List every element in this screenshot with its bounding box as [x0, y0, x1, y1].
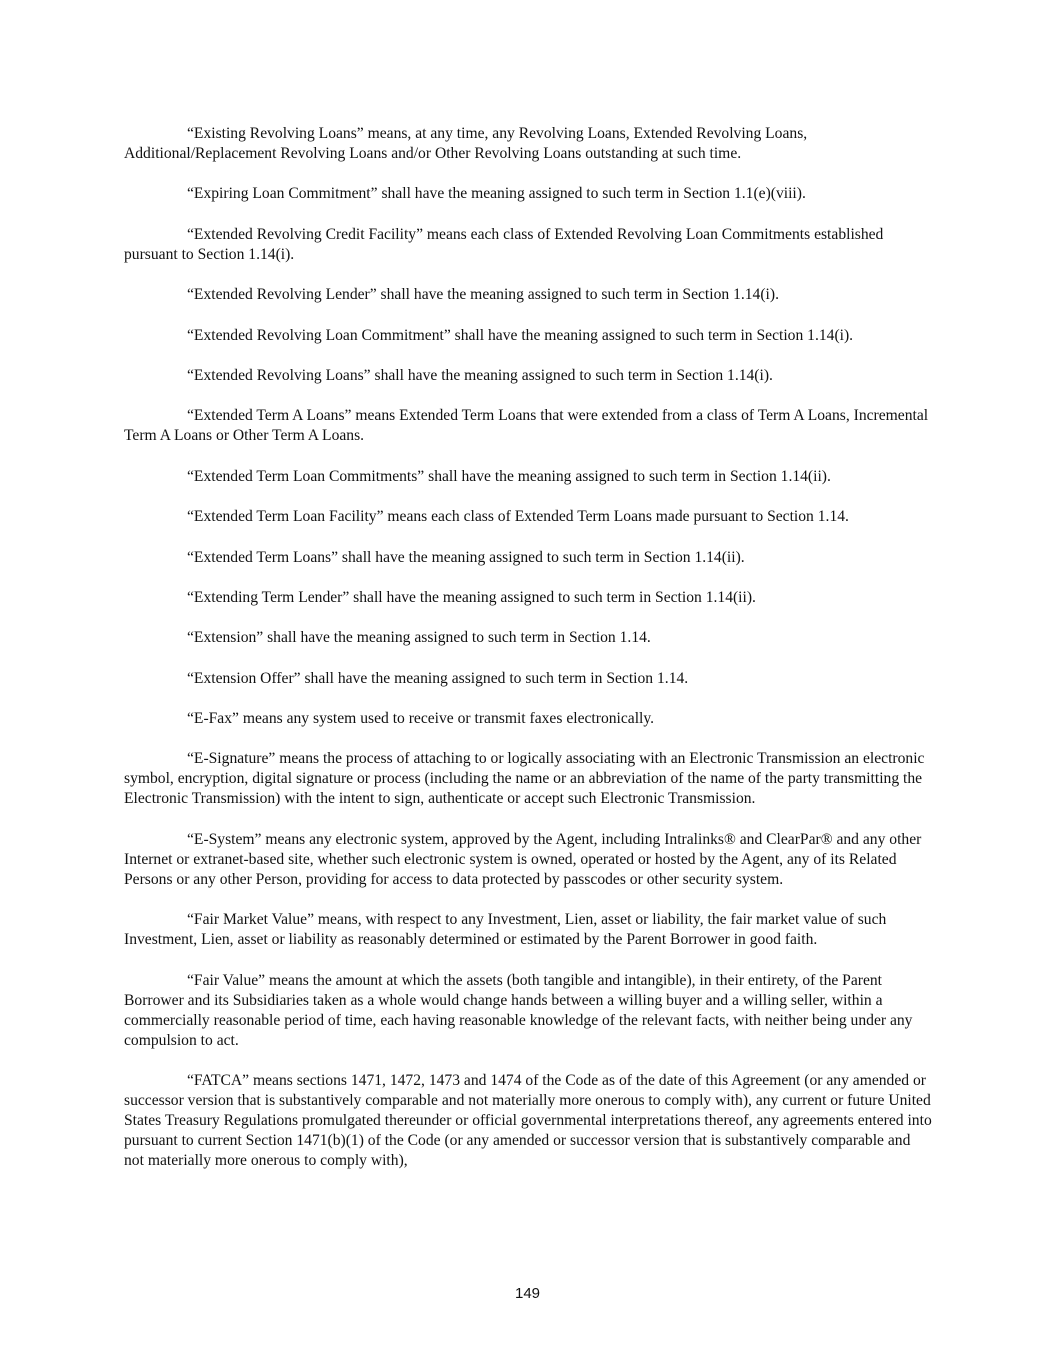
definition-extended-revolving-loan-commitment: “Extended Revolving Loan Commitment” shall have the meaning assigned to such term in Section 1.14(i).: [187, 326, 854, 344]
definition-extending-term-lender: “Extending Term Lender” shall have the meaning assigned to such term in Section 1.14(ii).: [187, 588, 756, 606]
definition-extended-revolving-lender: “Extended Revolving Lender” shall have the meaning assigned to such term in Section 1.14(i).: [187, 286, 779, 304]
definition-existing-revolving-loans: “Existing Revolving Loans” means, at any time, any Revolving Loans, Extended Revolving Loans, Additional/Replacement Revolving Loans and/or Other Revolving Loans outstanding at such time.: [124, 125, 808, 162]
definition-e-fax: “E-Fax” means any system used to receive or transmit faxes electronically.: [187, 710, 655, 728]
definition-extended-term-a-loans: “Extended Term A Loans” means Extended Term Loans that were extended from a class of Term A Loans, Incremental Term A Loans or Other Term A Loans.: [124, 407, 929, 445]
definition-extension-offer: “Extension Offer” shall have the meaning assigned to such term in Section 1.14.: [187, 669, 689, 687]
definition-fatca: “FATCA” means sections 1471, 1472, 1473 and 1474 of the Code as of the date of this Agreement (or any amended or successor version that is substantively comparable and not materially more onerous to comply with), any current or future United States Treasury Regulations promulgated thereunder or official governmental interpretations thereof, any agreements entered into pursuant to current Section 1471(b)(1) of the Code (or any amended or successor version that is substantively comparable and not materially more onerous to comply with),: [124, 1072, 932, 1170]
page-number: 149: [514, 1285, 541, 1302]
definition-e-system: “E-System” means any electronic system, approved by the Agent, including Intralinks® and ClearPar® and any other Internet or extranet-based site, whether such electronic system is owned, operated or hosted by the Agent, any of its Related Persons or any other Person, providing for access to data protected by passcodes or other security system.: [124, 830, 922, 888]
definition-extended-term-loan-commitments: “Extended Term Loan Commitments” shall have the meaning assigned to such term in Section 1.14(ii).: [187, 467, 831, 485]
definition-expiring-loan-commitment: “Expiring Loan Commitment” shall have the meaning assigned to such term in Section 1.1(e)(viii).: [187, 185, 806, 203]
document-body: [124, 124, 934, 1191]
definition-extended-revolving-loans: “Extended Revolving Loans” shall have the meaning assigned to such term in Section 1.14(i).: [187, 366, 773, 384]
definition-extended-revolving-credit-facility: “Extended Revolving Credit Facility” means each class of Extended Revolving Loan Commitments established pursuant to Section 1.14(i).: [124, 225, 884, 263]
definition-fair-market-value: “Fair Market Value” means, with respect to any Investment, Lien, asset or liability, the fair market value of such Investment, Lien, asset or liability as reasonably determined or estimated by the Parent Borrower in good faith.: [124, 911, 887, 949]
definition-extension: “Extension” shall have the meaning assigned to such term in Section 1.14.: [187, 629, 651, 647]
definition-e-signature: “E-Signature” means the process of attaching to or logically associating with an Electronic Transmission an electronic symbol, encryption, digital signature or process (including the name or an abbreviation of the name of the party transmitting the Electronic Transmission) with the intent to sign, authenticate or accept such Electronic Transmission.: [124, 750, 925, 808]
definition-extended-term-loan-facility: “Extended Term Loan Facility” means each class of Extended Term Loans made pursuant to Section 1.14.: [187, 508, 849, 526]
definition-fair-value: “Fair Value” means the amount at which the assets (both tangible and intangible), in their entirety, of the Parent Borrower and its Subsidiaries taken as a whole would change hands between a willing buyer and a willing seller, within a commercially reasonable period of time, each having reasonable knowledge of the relevant facts, with neither being under any compulsion to act.: [124, 971, 913, 1049]
definition-extended-term-loans: “Extended Term Loans” shall have the meaning assigned to such term in Section 1.14(ii).: [187, 548, 745, 566]
